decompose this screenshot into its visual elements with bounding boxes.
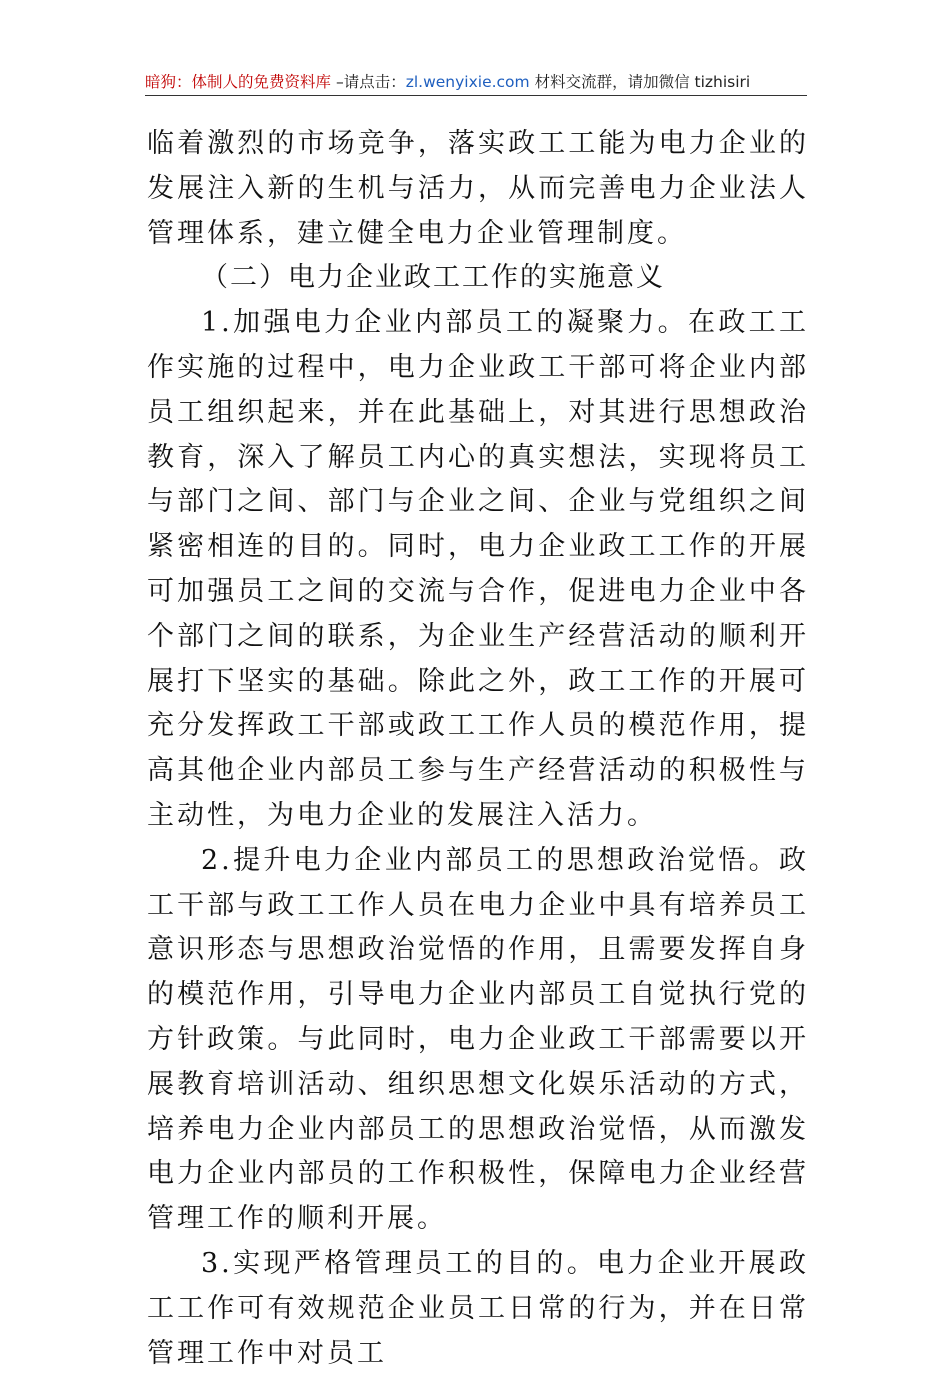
page-header — [145, 70, 805, 94]
header-url-link[interactable]: zl.wenyixie.com — [405, 73, 530, 91]
header-brand: 暗狗：体制人的免费资料库 — [145, 73, 332, 91]
document-body — [147, 122, 809, 1376]
section-heading: （二）电力企业政工工作的实施意义 — [201, 262, 665, 294]
header-divider — [145, 95, 807, 96]
header-contact: 材料交流群，请加微信 tizhisiri — [529, 73, 751, 91]
paragraph-point-1: 1.加强电力企业内部员工的凝聚力。在政工工作实施的过程中，电力企业政工干部可将企业内部员工组织起来，并在此基础上，对其进行思想政治教育，深入了解员工内心的真实想法，实现将员工与部门之间、部门与企业之间、企业与党组织之间紧密相连的目的。同时，电力企业政工工作的开展可加强员工之间的交流与合作，促进电力企业中各个部门之间的联系，为企业生产经营活动的顺利开展打下坚实的基础。除此之外，政工工作的开展可充分发挥政工干部或政工工作人员的模范作用，提高其他企业内部员工参与生产经营活动的积极性与主动性，为电力企业的发展注入活力。 — [147, 307, 809, 831]
paragraph-point-3: 3.实现严格管理员工的目的。电力企业开展政工工作可有效规范企业员工日常的行为，并在日常管理工作中对员工 — [147, 1247, 809, 1369]
paragraph-continuation: 临着激烈的市场竞争，落实政工工能为电力企业的发展注入新的生机与活力，从而完善电力企业法人管理体系，建立健全电力企业管理制度。 — [147, 128, 809, 249]
paragraph-point-2: 2.提升电力企业内部员工的思想政治觉悟。政工干部与政工工作人员在电力企业中具有培养员工意识形态与思想政治觉悟的作用，且需要发挥自身的模范作用，引导电力企业内部员工自觉执行党的方针政策。与此同时，电力企业政工干部需要以开展教育培训活动、组织思想文化娱乐活动的方式，培养电力企业内部员工的思想政治觉悟，从而激发电力企业内部员的工作积极性，保障电力企业经营管理工作的顺利开展。 — [147, 844, 809, 1235]
header-separator: –请点击： — [331, 73, 406, 91]
